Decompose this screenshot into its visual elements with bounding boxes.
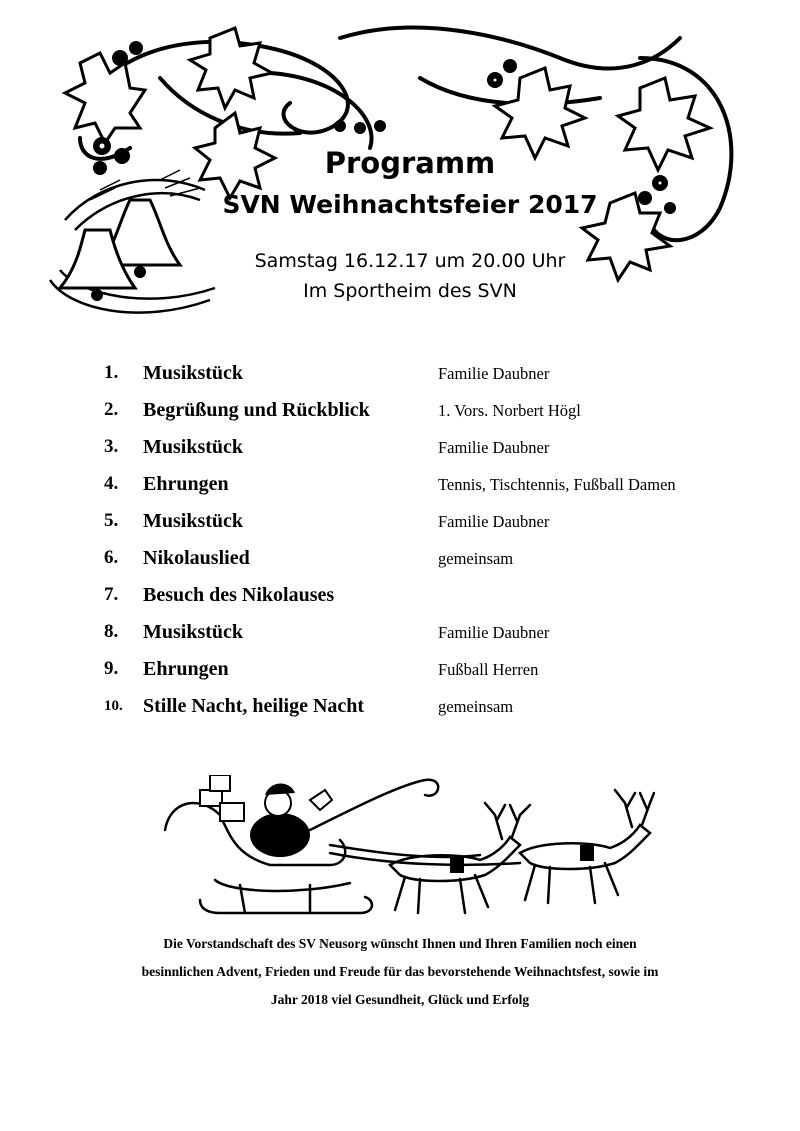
program-item: Ehrungen [143,658,229,680]
closing-line: Die Vorstandschaft des SV Neusorg wünscht Ihnen und Ihren Familien noch einen [163,936,637,951]
event-date: Samstag 16.12.17 um 20.00 Uhr [254,250,566,272]
program-number: 3. [104,436,119,457]
program-performer: Familie Daubner [438,364,550,383]
program-row [0,392,800,429]
program-item: Musikstück [143,436,244,458]
page-title: Programm [324,146,496,180]
program-performer: Familie Daubner [438,623,550,642]
program-item: Stille Nacht, heilige Nacht [143,695,365,717]
program-performer: Fußball Herren [438,660,539,679]
program-number: 9. [104,658,119,679]
program-item: Besuch des Nikolauses [143,584,335,606]
program-number: 6. [104,547,119,568]
program-row [0,577,800,614]
program-number: 2. [104,399,119,420]
program-row [0,540,800,577]
program-performer: Tennis, Tischtennis, Fußball Damen [438,475,676,494]
program-row [0,503,800,540]
program-performer: Familie Daubner [438,512,550,531]
event-location: Im Sportheim des SVN [303,280,517,302]
event-title: SVN Weihnachtsfeier 2017 [222,190,598,219]
program-item: Musikstück [143,621,244,643]
program-item: Nikolauslied [143,547,250,569]
program-row [0,688,800,725]
program-performer: gemeinsam [438,549,514,568]
closing-message [60,930,740,1014]
program-performer: Familie Daubner [438,438,550,457]
program-item: Begrüßung und Rückblick [143,399,370,421]
program-item: Musikstück [143,362,244,384]
program-row [0,614,800,651]
program-number: 4. [104,473,119,494]
program-performer: 1. Vors. Norbert Högl [438,401,581,420]
program-number: 8. [104,621,119,642]
program-number: 7. [104,584,119,605]
program-number: 10. [104,698,123,714]
santa-sleigh-reindeer-illustration [160,775,655,920]
program-number: 5. [104,510,119,531]
program-item: Ehrungen [143,473,229,495]
program-performer: gemeinsam [438,697,514,716]
program-number: 1. [104,362,119,383]
program-row [0,355,800,392]
christmas-bells-illustration [40,160,230,330]
closing-line: besinnlichen Advent, Frieden und Freude für das bevorstehende Weihnachtsfest, sowie im [141,964,659,979]
program-row [0,429,800,466]
program-item: Musikstück [143,510,244,532]
closing-line: Jahr 2018 viel Gesundheit, Glück und Erfolg [270,992,530,1007]
program-row [0,651,800,688]
program-row [0,466,800,503]
